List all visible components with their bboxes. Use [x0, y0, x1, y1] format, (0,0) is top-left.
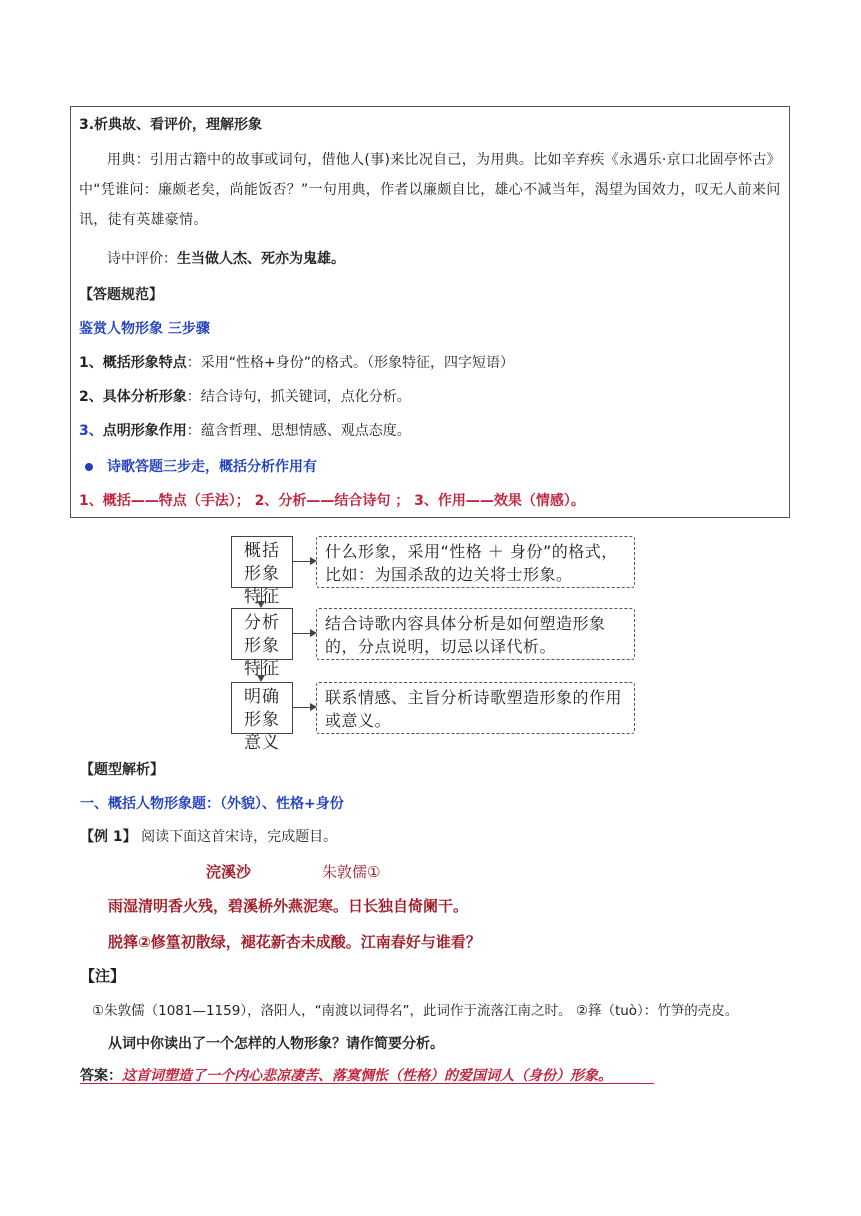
step-2 — [79, 387, 781, 407]
poem-line-1: 雨湿清明香火残，碧溪桥外燕泥寒。日长独自倚阑干。 — [108, 897, 469, 915]
flow-arrow-right-2 — [293, 633, 315, 634]
flow-arrow-right-3 — [293, 707, 315, 708]
step-3 — [79, 421, 781, 441]
answer-underline — [80, 1083, 654, 1084]
analysis-title: 【题型解析】 — [80, 762, 164, 778]
step-3-number: 3、 — [79, 423, 103, 439]
bullet-dot-icon — [85, 463, 93, 471]
flow-box-3-label: 明确形象意义 — [244, 687, 280, 753]
example-line — [80, 827, 337, 847]
note-text: ①朱敦儒（1081—1159），洛阳人，“南渡以词得名”，此词作于流落江南之时。 ②箨（tuò）：竹笋的壳皮。 — [92, 1003, 739, 1019]
step-3-text: ：蕴含哲理、思想情感、观点态度。 — [186, 423, 411, 439]
step-2-text: ：结合诗句，抓关键词，点化分析。 — [186, 389, 411, 405]
allusion-paragraph: 用典：引用古籍中的故事或词句，借他人(事)来比况自己，为用典。比如辛弃疾《永遇乐·京口北固亭怀古》中“凭谁问：廉颇老矣，尚能饭否？”一句用典，作者以廉颇自比，雄心不减当年，渴望为国效力，叹无人前来问讯，徒有英雄豪情。 — [79, 152, 781, 228]
flow-desc-1: 什么形象，采用“性格 ＋ 身份”的格式，比如：为国杀敌的边关将士形象。 — [316, 536, 635, 588]
step-1 — [79, 353, 781, 373]
flow-arrow-down-1 — [261, 588, 262, 606]
note-title: 【注】 — [80, 967, 126, 985]
evaluation-line — [79, 249, 781, 269]
three-steps-line: 1、概括——特点（手法）； 2、分析——结合诗句 ； 3、作用——效果（情感）。 — [79, 493, 585, 509]
step-3-label: 点明形象作用 — [102, 423, 187, 439]
section-heading: 3.析典故、看评价，理解形象 — [79, 117, 263, 133]
knowledge-frame — [70, 106, 790, 518]
flow-desc-2: 结合诗歌内容具体分析是如何塑造形象的，分点说明，切忌以译代析。 — [316, 608, 635, 660]
section-1-heading: 一、概括人物形象题：（外貌）、性格+身份 — [80, 796, 344, 812]
poem-line-2: 脱箨②修篁初散绿，褪花新杏未成酸。江南春好与谁看？ — [108, 933, 481, 951]
answer-text: 这首词塑造了一个内心悲凉凄苦、落寞惆怅（性格）的爱国词人（身份）形象。 — [122, 1068, 612, 1084]
flow-box-1 — [231, 536, 293, 607]
step-2-label: 2、具体分析形象 — [79, 389, 187, 405]
flow-arrow-down-2 — [261, 660, 262, 680]
evaluation-prefix: 诗中评价： — [107, 251, 177, 267]
question: 从词中你读出了一个怎样的人物形象？请作简要分析。 — [108, 1036, 444, 1052]
step-1-text: ：采用“性格+身份”的格式。（形象特征，四字短语） — [186, 355, 514, 371]
evaluation-quote: 生当做人杰、死亦为鬼雄。 — [177, 251, 345, 267]
answer-spec-title: 【答题规范】 — [79, 287, 163, 303]
steps-title: 鉴赏人物形象 三步骤 — [79, 321, 210, 337]
example-text: 阅读下面这首宋诗，完成题目。 — [136, 829, 338, 845]
poem-author: 朱敦儒① — [322, 863, 381, 881]
bullet-text: 诗歌答题三步走，概括分析作用有 — [107, 459, 317, 475]
poem-title: 浣溪沙 — [206, 863, 252, 881]
step-1-label: 1、概括形象特点 — [79, 355, 187, 371]
bullet-line — [79, 457, 781, 477]
flow-box-2 — [231, 608, 293, 679]
flow-box-1-label: 概括形象特征 — [244, 541, 280, 607]
flow-box-2-label: 分析形象特征 — [244, 613, 280, 679]
flow-arrow-right-1 — [293, 561, 315, 562]
flow-desc-3: 联系情感、主旨分析诗歌塑造形象的作用或意义。 — [316, 682, 635, 734]
answer-label: 答案： — [80, 1068, 122, 1084]
example-label: 【例 1】 — [80, 829, 137, 845]
flow-box-3 — [231, 682, 293, 753]
